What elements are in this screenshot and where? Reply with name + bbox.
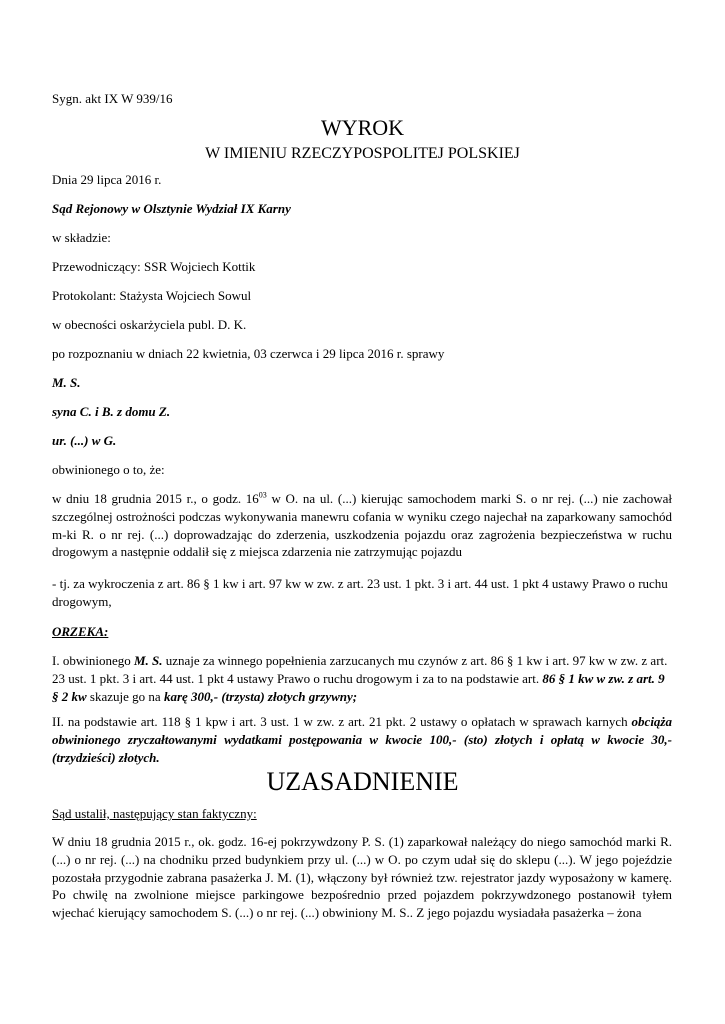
- verdict-1-start: I. obwinionego: [52, 653, 134, 668]
- facts-paragraph: W dniu 18 grudnia 2015 r., ok. godz. 16-ej pokrzywdzony P. S. (1) zaparkował należący do niego samochód marki R. (...) o nr rej. (...) na chodniku przed budynkiem przy ul. (...) w O. po czym udał się do sklepu (...). W jego pojeździe pozostała przygodnie zabrana pasażerka J. M. (1), włączony był również tzw. rejestrator jazdy wyposażony w kamerę. Po chwilę na zwolnione miejsce parkingowe bezpośrednio przed pojazdem pokrzywdzonego postanowił tyłem wjechać kierujący samochodem S. (...) o nr rej. (...) obwiniony M. S.. Z jego pojazdu wysiadała pasażerka – żona: [52, 834, 672, 921]
- facts-heading: Sąd ustalił, następujący stan faktyczny:: [52, 806, 257, 821]
- charge-description: [52, 490, 672, 561]
- defendant-birth: ur. (...) w G.: [52, 433, 117, 448]
- case-signature: Sygn. akt IX W 939/16: [52, 91, 173, 106]
- verdict-1-legal-basis: 86 § 1 kw w zw. z art. 9 § 2 kw: [52, 670, 665, 704]
- court-clerk: Protokolant: Stażysta Wojciech Sowul: [52, 288, 252, 303]
- orzeka-heading: ORZEKA:: [52, 624, 109, 639]
- verdict-1-penalty: karę 300,- (trzysta) złotych grzywny;: [163, 688, 358, 704]
- defendant-name: M. S.: [52, 375, 81, 390]
- verdict-2-text: II. na podstawie art. 118 § 1 kpw i art. 3 ust. 1 w zw. z art. 21 pkt. 2 ustawy o opłatach w sprawach karnych: [52, 714, 632, 729]
- document-subtitle: W IMIENIU RZECZYPOSPOLITEJ POLSKIEJ: [205, 145, 520, 162]
- verdict-1-defendant: M. S.: [133, 653, 163, 668]
- charge-time-minutes: 03: [258, 490, 267, 500]
- verdict-1-sentence: skazuje go na: [86, 688, 164, 704]
- prosecutor: w obecności oskarżyciela publ. D. K.: [52, 317, 247, 332]
- verdict-point-2: [52, 713, 672, 766]
- charge-text-start: w dniu 18 grudnia 2015 r., o godz. 16: [52, 491, 259, 506]
- defendant-parents: syna C. i B. z domu Z.: [52, 404, 171, 419]
- verdict-date: Dnia 29 lipca 2016 r.: [52, 172, 162, 187]
- verdict-point-1: [52, 652, 672, 705]
- presiding-judge: Przewodniczący: SSR Wojciech Kottik: [52, 259, 256, 274]
- composition-label: w składzie:: [52, 230, 111, 245]
- justification-title: UZASADNIENIE: [266, 767, 459, 796]
- charge-qualification: - tj. za wykroczenia z art. 86 § 1 kw i art. 97 kw w zw. z art. 23 ust. 1 pkt. 3 i art. 44 ust. 1 pkt 4 ustawy Prawo o ruchu drogowym,: [52, 576, 668, 609]
- verdict-2-costs: obciąża obwinionego zryczałtowanymi wydatkami postępowania w kwocie 100,- (sto) złotych i opłatą w kwocie 30,- (trzydzieści) złotych.: [52, 714, 672, 765]
- verdict-1-text: uznaje za winnego popełnienia zarzucanych mu czynów z art. 86 § 1 kw i art. 97 kw w zw. z art. 23 ust. 1 pkt. 3 i art. 44 ust. 1 pkt 4 ustawy Prawo o ruchu drogowym i za to na podstawie art.: [52, 653, 668, 686]
- charged-label: obwinionego o to, że:: [52, 462, 165, 477]
- charge-text-rest: w O. na ul. (...) kierując samochodem marki S. o nr rej. (...) nie zachował szczególnej ostrożności podczas wykonywania manewru cofania w wyniku czego najechał na zaparkowany samochód m-ki R. o nr rej. (...) doprowadzając do zderzenia, uszkodzenia pojazdu oraz zagrożenia bezpieczeństwa w ruchu drogowym a następnie oddalił się z miejsca zdarzenia nie zatrzymując pojazdu: [52, 491, 672, 560]
- court-name: Sąd Rejonowy w Olsztynie Wydział IX Karny: [52, 201, 291, 216]
- hearing-dates: po rozpoznaniu w dniach 22 kwietnia, 03 czerwca i 29 lipca 2016 r. sprawy: [52, 346, 445, 361]
- document-title: WYROK: [320, 115, 405, 140]
